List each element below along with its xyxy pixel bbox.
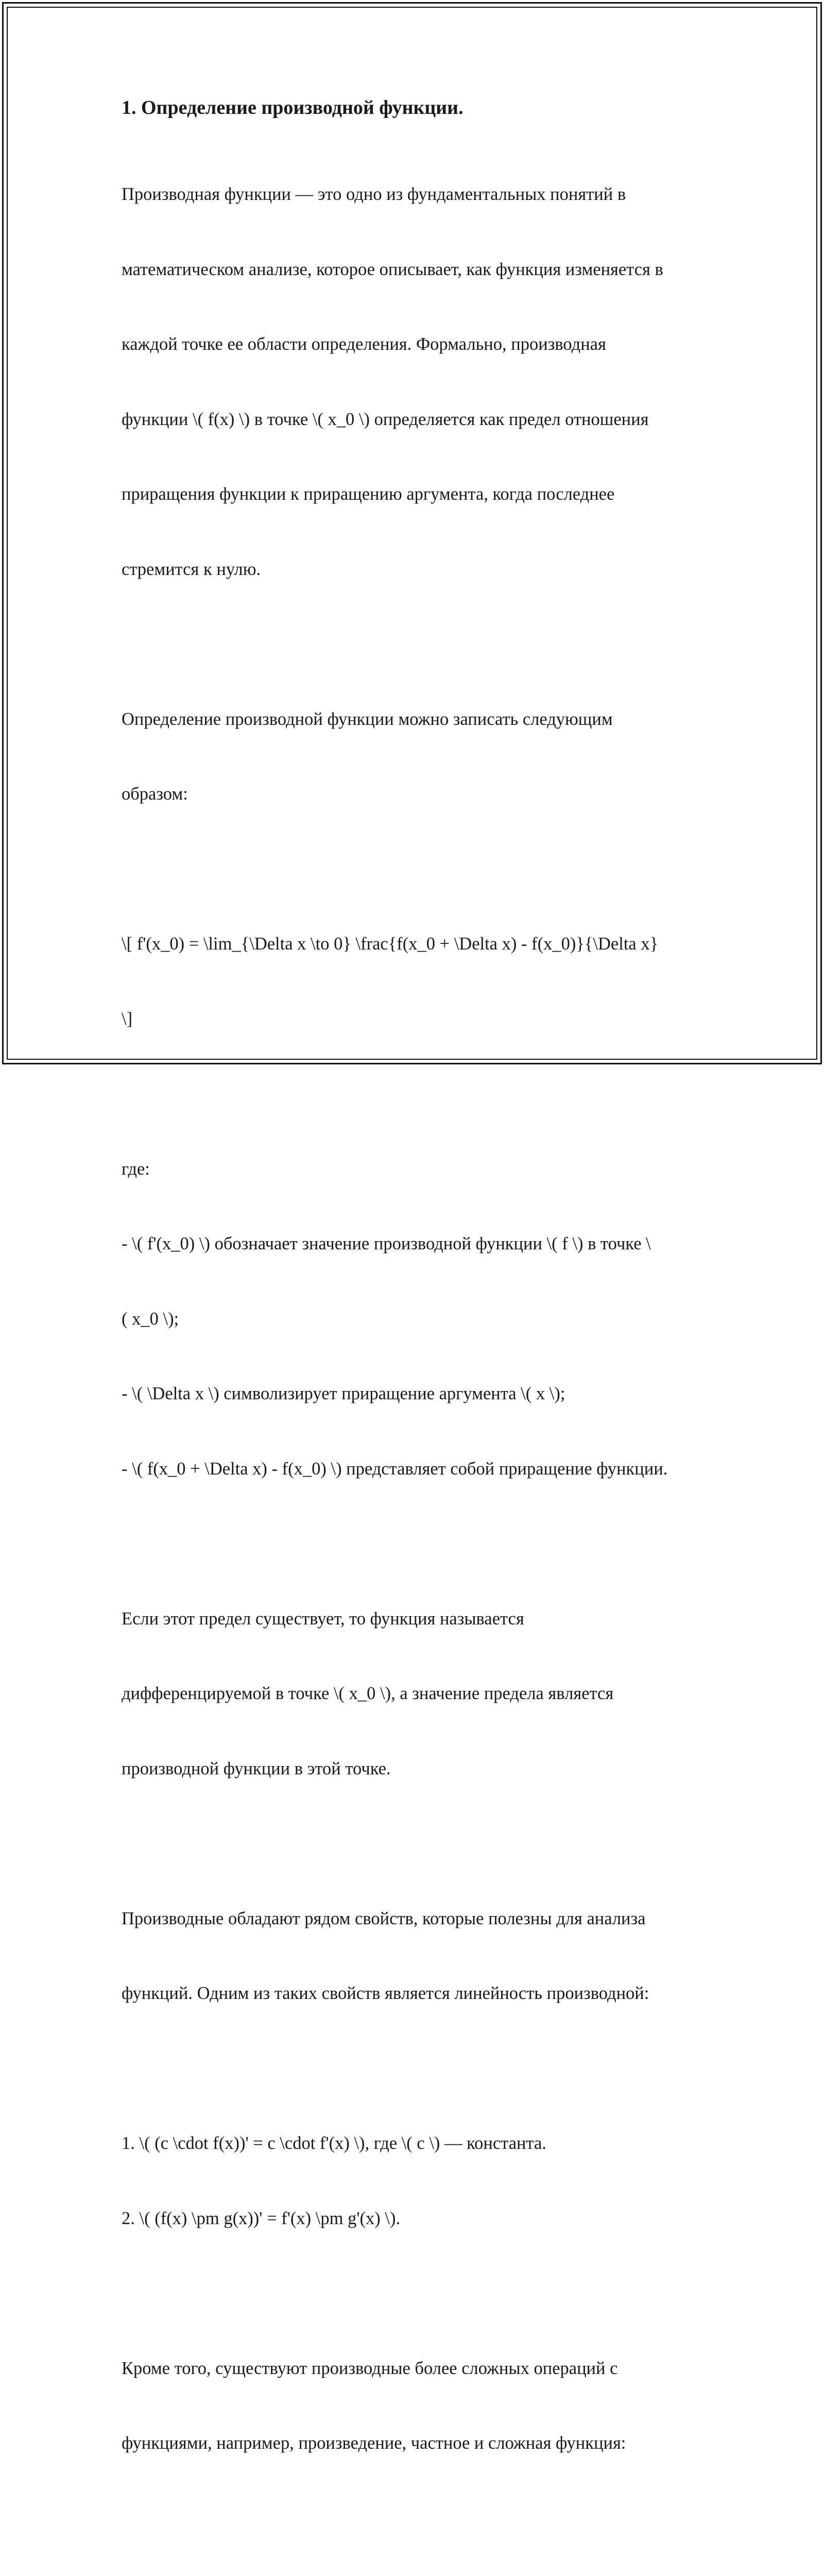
list-item: ( x_0 \); (122, 1309, 179, 1329)
text-line: образом: (122, 784, 188, 804)
text-line: каждой точке ее области определения. Формально, производная (122, 334, 606, 354)
section-heading: 1. Определение производной функции. (122, 97, 464, 118)
paragraph-linearity-list (122, 2081, 709, 2281)
list-item: - \( f(x_0 + \Delta x) - f(x_0) \) представляет собой приращение функции. (122, 1459, 668, 1479)
text-line: математическом анализе, которое описывает, как функция изменяется в (122, 259, 663, 279)
list-item: - \( \Delta x \) символизирует приращение аргумента \( x \); (122, 1384, 565, 1403)
text-line: функций. Одним из таких свойств является линейность производной: (122, 1984, 649, 2003)
paragraph-definition (122, 132, 709, 632)
paragraph-product-rule (122, 2531, 709, 2576)
paragraph-where-list (122, 1107, 709, 1532)
paragraph-complex-operations (122, 2306, 709, 2506)
list-item: 1. \( (c \cdot f(x))' = c \cdot f'(x) \), где \( c \) — константа. (122, 2133, 546, 2153)
paragraph-formula-intro (122, 657, 709, 857)
list-item: 2. \( (f(x) \pm g(x))' = f'(x) \pm g'(x) \). (122, 2208, 401, 2228)
text-line: функциями, например, произведение, частное и сложная функция: (122, 2433, 626, 2453)
text-line: Производная функции — это одно из фундаментальных понятий в (122, 184, 626, 204)
text-line: Кроме того, существуют производные более сложных операций с (122, 2358, 618, 2378)
list-item: - \( f'(x_0) \) обозначает значение производной функции \( f \) в точке \ (122, 1234, 651, 1253)
text-line: Определение производной функции можно записать следующим (122, 709, 613, 729)
formula-line: \] (122, 1009, 133, 1029)
text-line: Производные обладают рядом свойств, которые полезны для анализа (122, 1908, 646, 1928)
paragraph-differentiable (122, 1556, 709, 1832)
text-line: производной функции в этой точке. (122, 1758, 391, 1778)
text-line: дифференцируемой в точке \( x_0 \), а значение предела является (122, 1684, 614, 1703)
paragraph-formula (122, 882, 709, 1081)
formula-line: \[ f'(x_0) = \lim_{\Delta x \to 0} \frac{f(x_0 + \Delta x) - f(x_0)}{\Delta x} (122, 934, 659, 954)
text-line: где: (122, 1159, 150, 1179)
text-line: стремится к нулю. (122, 559, 261, 579)
document-body (122, 95, 709, 2576)
paragraph-properties (122, 1856, 709, 2056)
text-line: приращения функции к приращению аргумента, когда последнее (122, 484, 615, 504)
text-line: Если этот предел существует, то функция называется (122, 1608, 524, 1629)
text-line: функции \( f(x) \) в точке \( x_0 \) определяется как предел отношения (122, 409, 649, 429)
